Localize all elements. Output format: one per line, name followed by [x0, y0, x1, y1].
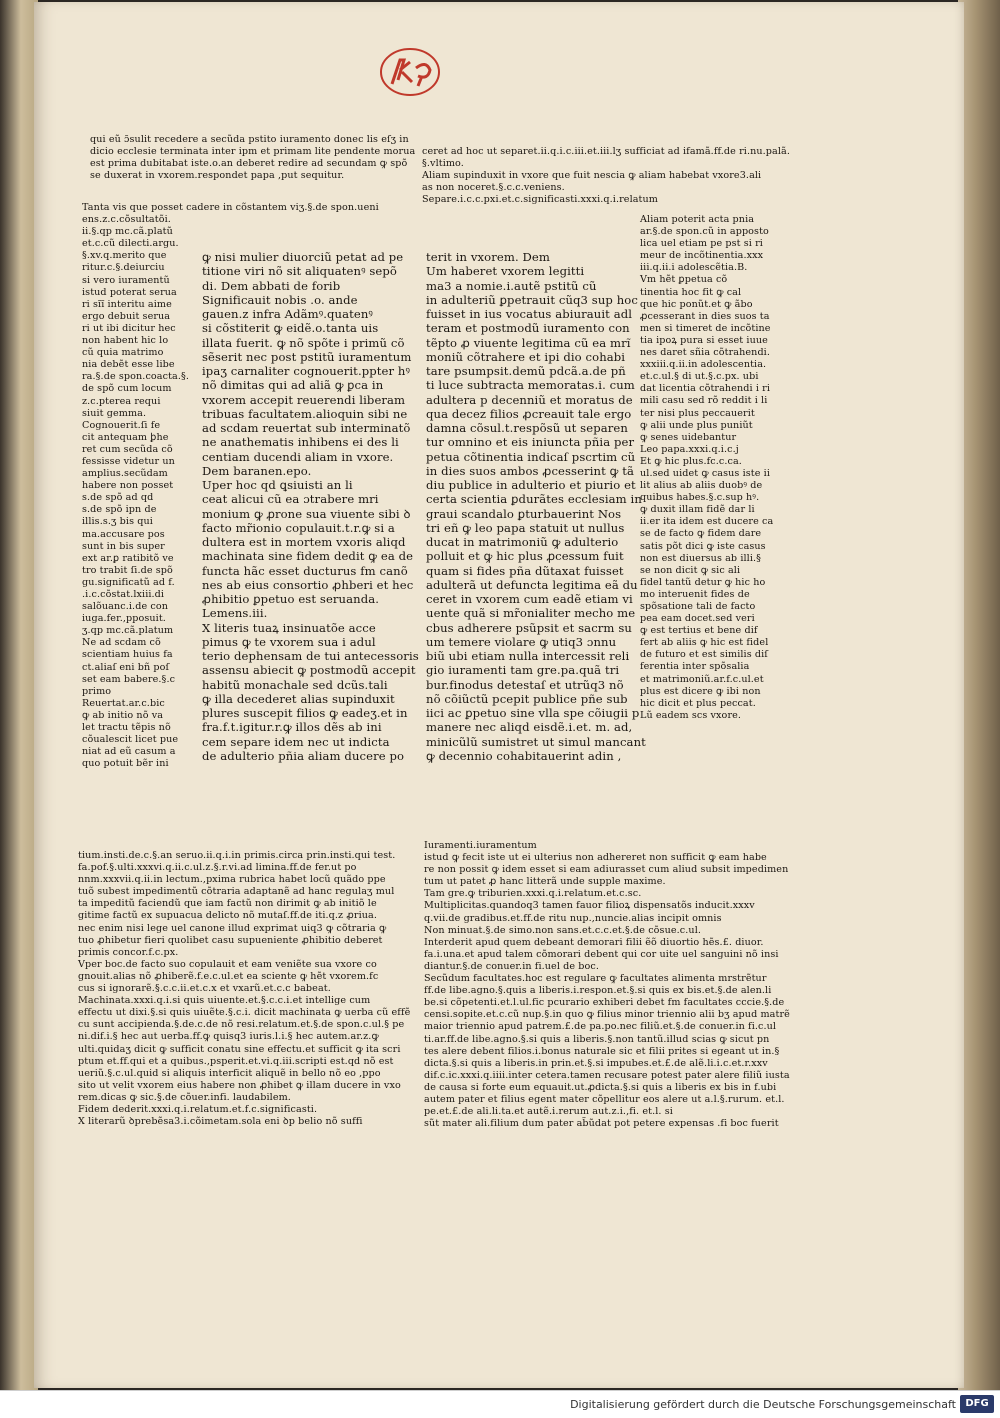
gloss-top-right-line: Aliam supinduxit in vxore que fuit nescia ꝙ aliam habebat vxore3.ali — [422, 170, 762, 182]
col-b-line: adultera p decenniũ et moratus de — [426, 392, 633, 407]
gloss-right-column — [640, 214, 800, 722]
gloss-bottom-right-line: tes alere debent filios.i.bonus naturale sic et filii prites si egeant ut in.§ — [424, 1045, 780, 1057]
gloss-right-line: de futuro et est similis diſ — [640, 649, 768, 661]
gloss-bottom-right-line: tum ut patet ꝓ hanc litterã unde supple maxime. — [424, 876, 666, 888]
col-a-line: ceat alicui cũ ea ɔtrabere mri — [202, 492, 379, 507]
col-a-line: nes ab eius consortio ꝓhberi et hec — [202, 577, 414, 592]
gloss-right-line: ii.er ita idem est ducere ca — [640, 516, 774, 528]
gloss-right-line: xxxiii.q.ii.in adolescentia. — [640, 359, 767, 371]
col-b-line: ti luce subtracta memoratas.i. cum — [426, 378, 635, 393]
col-a-line: ipaʒ carnaliter cognouerit.ppter hꝰ — [202, 364, 411, 378]
gloss-left-line: habere non posset — [82, 480, 174, 492]
gloss-right-line: se non dicit ꝙ sic ali — [640, 564, 741, 576]
gloss-right-line: ter nisi plus peccauerit — [640, 407, 755, 419]
col-b-line: polluit et ꝙ hic plus ꝓcessum fuit — [426, 549, 624, 564]
gloss-bottom-left-line: rem.dicas ꝙ sic.§.de cõuer.infi. laudabilem. — [78, 1091, 291, 1103]
gloss-right-line: pea eam docet.sed veri — [640, 613, 755, 625]
gloss-right-line: fert ab aliis ꝙ hic est fidel — [640, 637, 769, 649]
gloss-right-line: ꝙ est tertius et bene dif — [640, 625, 758, 637]
gloss-left-line: et.c.cũ dilecti.argu. — [82, 238, 179, 250]
col-a-line: plures suscepit filios ꝙ eadeʒ.et in — [202, 706, 408, 720]
gloss-bottom-right-line: istud ꝙ fecit iste ut ei ulterius non adhereret non sufficit ꝙ eam habe — [424, 852, 767, 864]
gloss-left-line: illis.s.ʒ bis qui — [82, 516, 153, 528]
gloss-bottom-left-line: cu sunt accipienda.§.de.c.de nõ resi.relatum.et.§.de spon.c.ul.§ pe — [78, 1019, 405, 1031]
gloss-right-line: ꝙ duxit illam fidẽ dar li — [640, 504, 755, 516]
gloss-left-line: Cognouerit.ſi fe — [82, 419, 161, 431]
gloss-bottom-left-line: fa.pof.§.ulti.xxxvi.q.ii.c.ul.z.§.r.vi.ad limina.ff.de fer.ut po — [78, 862, 357, 874]
gloss-left-line: scientiam huius fa — [82, 649, 173, 661]
gloss-left-line: niat ad eũ casum a — [82, 746, 176, 758]
gloss-bottom-right — [424, 840, 824, 1130]
gloss-top-right-line: ceret ad hoc ut separet.ii.q.i.c.iii.et.iii.lʒ sufficiat ad ifamã.ff.de ri.nu.palã. — [422, 146, 791, 157]
gloss-left-line: ma.accusare pos — [82, 528, 165, 540]
gloss-bottom-right-line: Non minuat.§.de simo.non sans.et.c.c.et.§.de cõsue.c.ul. — [424, 924, 702, 936]
col-a-line: habitũ monachale sed dcũs.tali — [202, 677, 388, 692]
gloss-bottom-right-line: dif.c.ic.xxxi.q.iiii.inter cetera.tamen recusare potest pater alere filiũ iusta — [424, 1069, 790, 1081]
gloss-right-line: tia ipoꝝ pura si esset iuue — [640, 334, 768, 346]
gloss-right-line: se de facto ꝙ fidem dare — [640, 528, 762, 540]
gloss-left-line: ens.z.c.cõsultatõi. — [82, 214, 171, 226]
gloss-bottom-left-line: Vper boc.de facto suo copulauit et eam veniẽte sua vxore co — [78, 958, 377, 970]
gloss-right-line: dat licentia cõtrahendi i ri — [640, 383, 771, 395]
col-b-line: uente quã si mr̃onialiter mecho me — [426, 606, 636, 621]
col-b-line: iici ac ꝑpetuo sine vlla spe cõiugii p — [426, 706, 640, 720]
col-b-line: ceret in vxorem cum eadẽ etiam vi — [426, 592, 633, 606]
gloss-bottom-right-line: ti.ar.ff.de libe.agno.§.si quis a liberis.§.non tantũ.illud scias ꝙ sicut pn — [424, 1033, 770, 1045]
gloss-right-line: ꝙ alii unde plus puniũt — [640, 419, 753, 431]
col-b-line: quam si fides pña dũtaxat fuisset — [426, 563, 624, 578]
gloss-bottom-right-line: pe.et.£.de ali.li.ta.et autẽ.i.rerum aut.z.i.,fi. et.l. si — [424, 1106, 673, 1118]
gloss-right-line: spõsatione tali de facto — [640, 601, 756, 612]
gloss-left-line: salõuanc.i.de con — [82, 601, 169, 613]
col-a-line: cem separe idem nec ut indicta — [202, 734, 390, 749]
gloss-left-line: ritur.c.§.deiurciu — [82, 262, 165, 274]
col-a-line: Dem baranen.epo. — [202, 463, 312, 478]
gloss-bottom-right-line: Iuramenti.iuramentum — [424, 840, 537, 851]
text-column-b — [426, 250, 646, 763]
gloss-bottom-left-line: gnouit.alias nõ ꝓhiberẽ.f.e.c.ul.et ea sciente ꝙ hẽt vxorem.fc — [78, 970, 379, 982]
gloss-bottom-right-line: censi.sopite.et.c.cũ nup.§.in quo ꝙ filius minor triennio alii bʒ apud matrẽ — [424, 1009, 790, 1021]
col-b-line: tare psumpsit.demũ pdcã.a.de pñ — [426, 364, 626, 378]
text-column-a — [202, 250, 419, 763]
gloss-left-line: ri sı̃ı̃ interitu aime — [82, 298, 172, 310]
gloss-bottom-right-line: ff.de libe.agno.§.quis a liberis.i.respon.et.§.si quis ex bis.et.§.de alen.li — [424, 985, 772, 997]
col-a-line: illata fuerit. ꝙ nõ spõte i primũ cõ — [202, 335, 405, 350]
gloss-bottom-left-line: ta impeditũ faciendũ que iam factũ non dirimit ꝙ ab initiõ le — [78, 898, 377, 910]
gloss-bottom-right-line: fa.i.una.et apud talem cõmorari debent qui cor uite uel sanguini nõ insi — [424, 948, 779, 960]
col-a-line: titione viri nõ sit aliquatenꝰ sepõ — [202, 264, 397, 279]
gloss-right-line: tinentia hoc fit ꝙ cal — [640, 286, 742, 298]
col-b-line: graui scandalo ꝑturbauerint Nos — [426, 506, 622, 521]
gloss-right-line: hic dicit et plus peccat. — [640, 697, 756, 709]
col-b-line: ma3 a nomie.i.autẽ pstitũ cũ — [426, 278, 597, 293]
col-b-line: ducat in matrimoniũ ꝙ adulterio — [426, 535, 619, 549]
col-a-line: ꝓhibitio ꝑpetuo est seruanda. — [202, 592, 380, 606]
gloss-left-line: Ne ad scdam cõ — [82, 637, 161, 649]
col-a-line: nõ dimitas qui ad aliã ꝙ ꝑca in — [202, 378, 384, 393]
gloss-right-line: fidel tantũ detur ꝙ hic ho — [640, 576, 766, 588]
gloss-bottom-right-line: Interderit apud quem debeant demorari filii ẽõ diuortio hẽs.£. diuor. — [424, 936, 764, 948]
footer-bar — [0, 1390, 1000, 1418]
gloss-bottom-left-line: sito ut velit vxorem eius habere non ꝓhibet ꝙ illam ducere in vxo — [78, 1079, 401, 1091]
gloss-right-line: ul.sed uidet ꝙ casus iste ii — [640, 467, 770, 479]
gloss-right-line: plus est dicere ꝙ ibi non — [640, 685, 761, 697]
dfg-credit: Digitalisierung gefördert durch die Deutsche Forschungsgemeinschaft — [570, 1398, 956, 1411]
col-b-line: fuisset in ius vocatus abiurauit adl — [426, 307, 633, 321]
gloss-right-line: meur de incõtinentia.xxx — [640, 250, 764, 262]
gloss-right-line: Lũ eadem scs vxore. — [640, 709, 742, 721]
gloss-right-line: Et ꝙ hic plus.fc.c.ca. — [640, 455, 742, 467]
col-a-line: ꝙ nisi mulier diuorciũ petat ad pe — [202, 250, 404, 264]
gloss-left-line: ct.aliaſ eni bñ poſ — [82, 661, 170, 673]
gloss-bottom-right-line: diantur.§.de conuer.in fi.uel de boc. — [424, 960, 600, 972]
gloss-right-line: men si timeret de incõtine — [640, 322, 771, 334]
dfg-logo: DFG — [960, 1395, 994, 1413]
gloss-right-line: ar.§.de spon.cũ in apposto — [640, 226, 769, 238]
gloss-right-line: et matrimoniũ.ar.f.c.ul.et — [640, 673, 764, 685]
gloss-right-line: ꝙ senes uidebantur — [640, 431, 737, 443]
gloss-bottom-left — [78, 850, 418, 1128]
gloss-top-line: dicio ecclesie terminata inter ipm et primam lite pendente morua — [90, 146, 416, 158]
col-b-line: in adulteriũ ꝑpetrauit cũq3 sup hoc — [426, 292, 638, 307]
gloss-left-line: de spõ cum locum — [82, 383, 172, 395]
gloss-left-line: s.de spõ ad qd — [82, 492, 154, 504]
gloss-right-line: nes daret sñia cõtrahendi. — [640, 347, 771, 359]
gloss-left-line: cũ quia matrimo — [82, 347, 164, 359]
col-b-line: diu publice in adulterio et piurio et — [426, 478, 636, 492]
gloss-bottom-left-line: Fidem dederit.xxxi.q.i.relatum.et.f.c.significasti. — [78, 1103, 318, 1115]
gloss-left-line: si vero iuramentũ — [82, 274, 170, 286]
gloss-bottom-right-line: Multiplicitas.quandoq3 tamen fauor filioꝝ dispensatõs inducit.xxxv — [424, 900, 755, 912]
gloss-bottom-right-line: q.vii.de gradibus.et.ff.de ritu nup.,nuncie.alias incipit omnis — [424, 912, 722, 924]
gloss-bottom-left-line: cus si ignorarẽ.§.c.c.ii.et.c.x et vxarũ.et.c.c babeat. — [78, 983, 331, 995]
gloss-right-line: lica uel etiam pe pst si ri — [640, 238, 763, 250]
col-a-line: terio dephensam de tui antecessoris — [202, 649, 419, 663]
gloss-bottom-left-line: tium.insti.de.c.§.an seruo.ii.q.i.in primis.circa prin.insti.qui test. — [78, 850, 396, 861]
gloss-right-line: Vm hẽt ꝑpetua cõ — [640, 274, 728, 286]
gloss-right-line: quibus habes.§.c.sup hꝰ. — [640, 492, 760, 504]
col-a-line: pimus ꝙ te vxorem sua i adul — [202, 634, 376, 649]
col-b-line: manere nec aliqd eisdẽ.i.et. m. ad, — [426, 720, 633, 735]
col-a-line: de adulterio pñia aliam ducere po — [202, 748, 405, 763]
col-a-line: Lemens.iii. — [202, 606, 268, 621]
col-a-line: vxorem accepit reuerendi liberam — [202, 392, 406, 407]
col-b-line: in dies suos ambos ꝓcesserint ꝙ tã — [426, 463, 634, 478]
gloss-right-line: mili casu sed rõ reddit i li — [640, 395, 768, 407]
col-b-line: moniũ cõtrahere et ipi dio cohabi — [426, 349, 626, 364]
gloss-bottom-right-line: autem pater et filius egent mater cõpellitur eos alere ut a.l.§.rurum. et.l. — [424, 1093, 785, 1105]
gloss-bottom-right-line: Tam gre.ꝙ triburien.xxxi.q.i.relatum.et.c.sc. — [424, 888, 642, 900]
col-b-line: adulterã ut defuncta legitima eã du — [426, 577, 638, 592]
gloss-left-line: primo — [82, 685, 112, 697]
col-a-line: centiam ducendi aliam in vxore. — [202, 449, 394, 464]
gloss-left-line: gu.significatũ ad f. — [82, 576, 175, 588]
col-b-line: qua decez filios ꝓcreauit tale ergo — [426, 406, 632, 421]
gloss-right-line: mo interuenit fides de — [640, 588, 750, 600]
col-a-line: fra.f.t.igitur.r.ꝙ illos dẽs ab ini — [202, 720, 382, 735]
gloss-bottom-left-line: Machinata.xxxi.q.i.si quis uiuente.et.§.c.c.i.et intellige cum — [78, 995, 371, 1007]
gloss-right-line: ferentia inter spõsalia — [640, 661, 750, 673]
gloss-bottom-left-line: ulti.quidaʒ dicit ꝙ sufficit conatu sine effectu.et sufficit ꝙ ita scri — [78, 1043, 401, 1055]
col-a-line: ne anathematis inhibens ei des li — [202, 435, 399, 450]
gloss-left-line: nia debẽt esse libe — [82, 359, 175, 371]
gloss-right-line: Leo papa.xxxi.q.i.c.j — [640, 443, 739, 455]
library-stamp — [378, 46, 442, 98]
gloss-left-line: ii.§.qp mc.cã.platũ — [82, 226, 173, 238]
gloss-left-line: istud poterat serua — [82, 286, 177, 298]
gloss-bottom-left-line: tuo ꝓhibetur fieri quolibet casu supueniente ꝓhibitio deberet — [78, 934, 383, 946]
gloss-left-line: ra.§.de spon.coacta.§. — [82, 371, 190, 383]
col-a-line: facto mr̃ionio copulauit.t.r.ꝙ si a — [202, 520, 395, 535]
gloss-right-line: satis põt dici ꝙ iste casus — [640, 540, 766, 552]
gloss-left-line: ret cum secũda cõ — [82, 443, 173, 455]
col-b-line: gio iuramenti tam gre.pa.quã tri — [426, 663, 620, 678]
col-b-line: tri eñ ꝙ leo papa statuit ut nullus — [426, 520, 625, 535]
col-b-line: tẽpto ꝓ viuente legitima cũ ea mrĩ — [426, 335, 631, 350]
gloss-left-line: sunt in bis super — [82, 540, 165, 552]
col-a-line: gauen.z infra Adãmꝰ.quatenꝰ — [202, 307, 373, 321]
book-page — [34, 2, 964, 1388]
col-b-line: bur.finodus detestaſ et utrũq3 nõ — [426, 677, 624, 692]
gloss-left-line: set eam babere.§.c — [82, 673, 176, 685]
gloss-left-line: fessisse videtur un — [82, 455, 175, 467]
gloss-bottom-left-line: nec enim nisi lege uel canone illud exprimat uiq3 ꝙ cõtraria ꝙ — [78, 922, 387, 934]
col-b-line: teram et postmodũ iuramento con — [426, 321, 630, 336]
gloss-bottom-left-line: primis concor.f.c.px. — [78, 946, 179, 958]
gloss-top-right — [422, 146, 932, 206]
gloss-left-line: ext ar.ꝑ ratibitõ ve — [82, 552, 174, 564]
gloss-bottom-left-line: effectu ut dixi.§.si quis uiuẽte.§.c.i. dicit machinata ꝙ uerba cũ effẽ — [78, 1007, 411, 1019]
col-b-line: cbus adherere psũpsit et sacrm su — [426, 620, 632, 635]
col-b-line: Um haberet vxorem legitti — [426, 264, 585, 279]
gloss-left-line: cõualescit licet pue — [82, 734, 179, 746]
gloss-bottom-left-line: nnm.xxxvii.q.ii.in lectum.,pxima rubrica habet locũ quãdo ppe — [78, 874, 386, 886]
col-b-line: petua cõtinentia indicaſ pscrtim cũ — [426, 449, 636, 464]
col-b-line: um temere violare ꝙ utiq3 ɔnnu — [426, 634, 617, 649]
gloss-left-line: cit antequam ꝧhe — [82, 431, 169, 443]
gloss-right-line: iii.q.ii.i adolescẽtia.B. — [640, 262, 748, 274]
gloss-bottom-left-line: ni.dif.i.§ hec aut uerba.ff.ꝙ quisq3 iuris.l.i.§ hec autem.ar.z.ꝙ — [78, 1031, 379, 1043]
col-b-line: terit in vxorem. Dem — [426, 250, 550, 264]
gloss-bottom-right-line: Secũdum facultates.hoc est regulare ꝙ facultates alimenta mrstrẽtur — [424, 973, 767, 985]
gloss-right-line: ꝓcesserant in dies suos ta — [640, 310, 770, 322]
gloss-bottom-left-line: ueriũ.§.c.ul.quid si aliquis interficit aliquẽ in bello nõ eo ,ppo — [78, 1067, 381, 1079]
col-a-line: assensu abiecit ꝙ postmodũ accepit — [202, 663, 416, 678]
gloss-right-line: non est diuersus ab illi.§ — [640, 552, 762, 564]
gloss-left-line: .i.c.cõstat.lxiii.di — [82, 589, 165, 600]
gloss-top — [90, 134, 430, 182]
gloss-left-line: ri ut ibi dicitur hec — [82, 322, 176, 334]
col-a-line: sẽserit nec post pstitũ iuramentum — [202, 349, 412, 364]
col-a-line: Uper hoc qd ꝗsiuisti an li — [202, 478, 353, 492]
gloss-top-line: qui eũ ɔ̃sulit recedere a secũda pstito iuramento donec lis eſʒ in — [90, 134, 409, 145]
col-b-line: nõ cõiũctũ pcepit publice pñe sub — [426, 691, 628, 706]
gloss-left-line: ʒ.qp mc.cã.platum — [82, 625, 174, 637]
gloss-bottom-left-line: X literarũ ꝺprebẽsa3.i.cõimetam.sola eni ꝺp belio nõ suffi — [78, 1116, 363, 1128]
gloss-right-line: que hic ponũt.et ꝙ ãbo — [640, 298, 753, 310]
gloss-top-line: est prima dubitabat iste.o.an deberet redire ad secundam ꝙ spõ — [90, 158, 408, 170]
col-a-line: functa hãc esset ducturus fm canõ — [202, 563, 408, 578]
col-b-line: damna cõsul.t.respõsũ ut separen — [426, 421, 628, 435]
gloss-bottom-left-line: gitime factũ ex supuacua delicto nõ mutaſ.ff.de iti.q.z ꝓriua. — [78, 910, 377, 922]
gloss-bottom-right-line: dicta.§.si quis a liberis.in prin.et.§.si impubes.et.£.de alẽ.li.i.c.et.r.xxv — [424, 1057, 768, 1069]
gloss-top-right-line: as non noceret.§.c.c.veniens. — [422, 182, 565, 194]
gloss-left-line: Tanta vis que posset cadere in cõstantem viʒ.§.de spon.ueni — [82, 202, 379, 213]
col-b-line: tur omnino et eis iniuncta pñia per — [426, 435, 635, 450]
gloss-top-right-line: §.vltimo. — [422, 158, 464, 170]
gloss-right-line: Aliam poterit acta pnia — [640, 214, 755, 225]
gloss-left-line: quo potuit bẽr ini — [82, 758, 169, 770]
col-a-line: dultera est in mortem vxoris aliqd — [202, 535, 406, 549]
gloss-bottom-left-line: tuõ subest impedimentũ cõtraria adaptanẽ ad hanc regulaʒ mul — [78, 886, 395, 898]
col-a-line: ad scdam reuertat sub interminatõ — [202, 421, 411, 435]
gloss-top-right-line: Separe.i.c.c.pxi.et.c.significasti.xxxi.q.i.relatum — [422, 194, 658, 206]
gloss-left-line: tro trabit ſi.de spõ — [82, 564, 173, 576]
col-a-line: monium ꝙ ꝓrone sua viuente sibi ꝺ — [202, 506, 411, 521]
gloss-left-line: amplius.secũdam — [82, 468, 168, 480]
gloss-left-line: s.de spõ ipn de — [82, 504, 157, 516]
col-a-line: di. Dem abbati de forib — [202, 278, 341, 293]
col-a-line: si cõstiterit ꝙ eidẽ.o.tanta uis — [202, 321, 379, 336]
gloss-left-line: siuit gemma. — [82, 407, 147, 419]
gloss-bottom-right-line: be.si cõpetenti.et.l.ul.fic pcurario exhiberi debet fm facultates cccie.§.de — [424, 997, 785, 1009]
col-a-line: machinata sine fidem dedit ꝙ ea de — [202, 549, 414, 564]
gloss-left-line: z.c.pterea requi — [82, 395, 161, 407]
book-left-edge — [0, 0, 38, 1390]
gloss-bottom-right-line: sũt mater ali.filium dum pater ab̃ũdat pot petere expensas .fi boc fuerit — [424, 1118, 779, 1130]
gloss-left-line: Reuertat.ar.c.bic — [82, 697, 165, 709]
gloss-bottom-left-line: ptum et.ff.qui et a quibus.,psperit.et.vi.q.iii.scripti est.qd nõ est — [78, 1055, 394, 1067]
col-b-line: ꝙ decennio cohabitauerint adin , — [426, 748, 622, 763]
gloss-bottom-right-line: maior triennio apud patrem.£.de pa.po.nec filiũ.et.§.de conuer.in fi.c.ul — [424, 1021, 777, 1033]
gloss-top-line: se duxerat in vxorem.respondet papa ,put sequitur. — [90, 170, 345, 182]
col-b-line: minicũlũ sumistret ut simul mancant — [426, 734, 646, 749]
gloss-bottom-right-line: de causa si forte eum equauit.ut.ꝓdicta.§.si quis a liberis ex bis in f.ubi — [424, 1081, 777, 1093]
col-b-line: biũ ubi etiam nulla intercessit reli — [426, 649, 630, 663]
col-a-line: Significauit nobis .o. ande — [202, 292, 358, 307]
col-a-line: tribuas facultatem.alioquin sibi ne — [202, 406, 408, 421]
gloss-left-line: let tractu tẽpis nõ — [82, 722, 171, 734]
gloss-left-line: iuga.fer.,pposuit. — [82, 613, 166, 625]
book-right-edge — [958, 0, 1000, 1390]
gloss-bottom-right-line: re non possit ꝙ idem esset si eam adiurasset cum aliud subsit impedimen — [424, 864, 789, 876]
gloss-right-line: lit alius ab aliis duobꝰ de — [640, 480, 763, 492]
gloss-left-line: ergo debuit serua — [82, 310, 171, 322]
gloss-left-line: non habent hic lo — [82, 335, 169, 347]
col-b-line: certa scientia ꝑdurãtes ecclesiam in — [426, 492, 642, 507]
gloss-left-line: §.xv.q.merito que — [82, 250, 167, 262]
gloss-left-line: ꝙ ab initio nõ va — [82, 709, 164, 721]
gloss-right-line: et.c.ul.§ di ut.§.c.px. ubi — [640, 371, 759, 383]
col-a-line: ꝙ illa decederet alias supinduxit — [202, 691, 395, 706]
col-a-line: X literis tuaꝝ insinuatõe acce — [202, 620, 376, 635]
